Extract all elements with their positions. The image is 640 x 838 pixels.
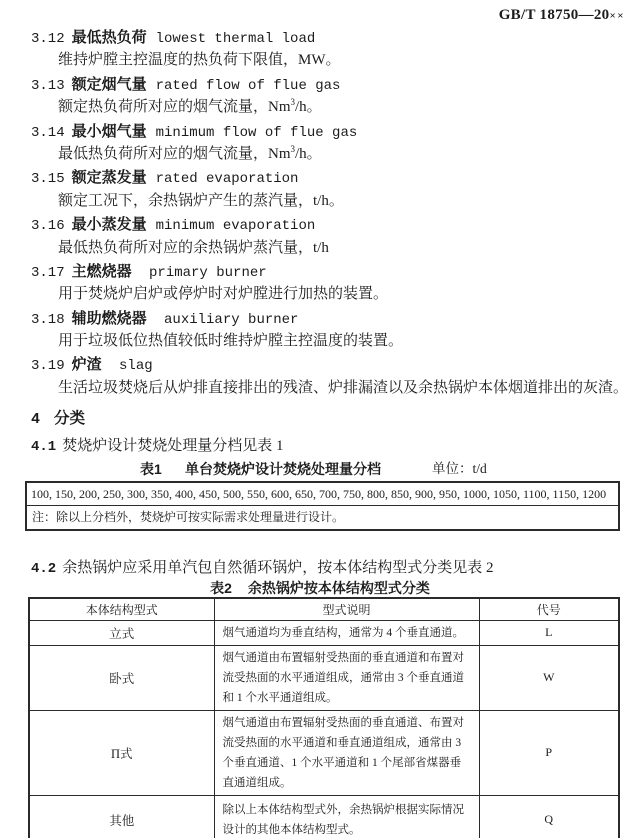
structure-description: 烟气通道均为垂直结构，通常为 4 个垂直通道。 bbox=[214, 620, 479, 645]
table-row bbox=[29, 620, 619, 645]
term-heading bbox=[31, 307, 626, 330]
definition-superscript: 3 bbox=[290, 97, 296, 108]
term-number: 3.15 bbox=[31, 171, 65, 188]
definition-text: 最低热负荷所对应的余热锅炉蒸汽量，t/h bbox=[58, 239, 329, 256]
term-definition bbox=[31, 330, 626, 353]
term-number: 3.16 bbox=[31, 218, 65, 235]
table-row bbox=[29, 710, 619, 795]
term-definition bbox=[31, 190, 626, 213]
term-chinese: 最小蒸发量 bbox=[71, 216, 147, 234]
term-definition bbox=[31, 283, 626, 306]
term-english: primary burner bbox=[140, 264, 267, 281]
doc-number-year-placeholder: ×× bbox=[609, 10, 625, 22]
structure-type: 其他 bbox=[29, 795, 214, 838]
term-english: rated evaporation bbox=[155, 171, 299, 188]
section-4-heading bbox=[31, 406, 85, 428]
table1-title: 单台焚烧炉设计焚烧处理量分档 bbox=[185, 461, 381, 477]
structure-description: 烟气通道由布置辐射受热面的垂直通道、布置对流受热面的水平通道和垂直通道组成，通常由 3 个垂直通道、1 个水平通道和 1 个尾部省煤器垂直通道组成。 bbox=[214, 710, 479, 795]
clause-number: 4.1 bbox=[31, 439, 57, 455]
definition-text: 最低热负荷所对应的烟气流量，Nm bbox=[58, 145, 291, 162]
term-chinese: 最小烟气量 bbox=[71, 122, 147, 140]
term-number: 3.19 bbox=[31, 358, 65, 375]
term-heading bbox=[31, 26, 626, 49]
term-english: rated flow of flue gas bbox=[155, 77, 341, 94]
table2-title: 余热锅炉按本体结构型式分类 bbox=[247, 580, 430, 596]
term-heading bbox=[31, 213, 626, 236]
term-number: 3.13 bbox=[31, 77, 65, 94]
term-number: 3.14 bbox=[31, 124, 65, 141]
table1-unit: 单位：t/d bbox=[432, 461, 487, 476]
structure-type: 卧式 bbox=[29, 645, 214, 710]
definition-text: 用于焚烧炉启炉或停炉时对炉膛进行加热的装置。 bbox=[58, 286, 389, 303]
term-chinese: 最低热负荷 bbox=[71, 29, 147, 46]
term-english: minimum evaporation bbox=[155, 218, 316, 235]
definition-text: 额定热负荷所对应的烟气流量，Nm bbox=[58, 99, 291, 116]
term-english: auxiliary burner bbox=[155, 311, 299, 328]
structure-type: Π式 bbox=[29, 710, 214, 795]
term-heading bbox=[31, 260, 626, 283]
clause-text: 焚烧炉设计焚烧处理量分档见表 1 bbox=[62, 438, 284, 454]
structure-code: Q bbox=[479, 795, 619, 838]
terms-section bbox=[31, 26, 629, 400]
term-definition bbox=[31, 49, 626, 72]
definition-text-after: /h。 bbox=[295, 145, 322, 162]
clause-4-1 bbox=[31, 434, 283, 455]
term-definition bbox=[31, 237, 626, 260]
table1-note-row: 注：除以上分档外，焚烧炉可按实际需求处理量进行设计。 bbox=[32, 510, 345, 524]
table-row bbox=[29, 645, 619, 710]
table-row bbox=[29, 795, 619, 838]
table2-label: 表2 bbox=[210, 580, 232, 596]
table1 bbox=[25, 481, 620, 531]
term-number: 3.18 bbox=[31, 311, 65, 328]
definition-text: 维持炉膛主控温度的热负荷下限值，MW。 bbox=[58, 52, 341, 69]
structure-description: 除以上本体结构型式外，余热锅炉根据实际情况设计的其他本体结构型式。 bbox=[214, 795, 479, 838]
term-definition bbox=[31, 96, 626, 119]
table1-values-row: 100, 150, 200, 250, 300, 350, 400, 450, 500, 550, 600, 650, 700, 750, 800, 850, 900, 950, 1000, 1050, 1100, 1150, 1200 bbox=[27, 483, 618, 506]
table2-caption bbox=[0, 578, 640, 598]
section-number: 4 bbox=[31, 411, 41, 428]
clause-text: 余热锅炉应采用单汽包自然循环锅炉，按本体结构型式分类见表 2 bbox=[62, 560, 494, 576]
structure-code: L bbox=[479, 620, 619, 645]
table1-caption bbox=[0, 460, 640, 478]
table2 bbox=[28, 597, 620, 838]
section-title: 分类 bbox=[54, 410, 86, 427]
table2-header-type: 本体结构型式 bbox=[29, 598, 214, 620]
structure-description: 烟气通道由布置辐射受热面的垂直通道和布置对流受热面的水平通道组成，通常由 3 个垂直通道和 1 个水平通道组成。 bbox=[214, 645, 479, 710]
doc-number-main: GB/T 18750—20 bbox=[498, 7, 610, 23]
definition-text-after: /h。 bbox=[295, 99, 322, 116]
term-english: slag bbox=[110, 358, 153, 375]
structure-type: 立式 bbox=[29, 620, 214, 645]
term-chinese: 额定蒸发量 bbox=[71, 169, 147, 187]
structure-code: W bbox=[479, 645, 619, 710]
clause-number: 4.2 bbox=[31, 561, 57, 577]
table2-header-row bbox=[29, 598, 619, 620]
definition-superscript: 3 bbox=[290, 143, 296, 154]
clause-4-2 bbox=[31, 556, 493, 577]
doc-number bbox=[499, 7, 625, 24]
definition-text: 用于垃圾低位热值较低时维持炉膛主控温度的装置。 bbox=[58, 333, 404, 350]
definition-text: 额定工况下，余热锅炉产生的蒸汽量，t/h。 bbox=[58, 192, 344, 209]
table2-header-code: 代号 bbox=[479, 598, 619, 620]
table2-header-desc: 型式说明 bbox=[214, 598, 479, 620]
term-number: 3.12 bbox=[31, 31, 65, 47]
term-chinese: 主燃烧器 bbox=[71, 262, 132, 280]
term-english: minimum flow of flue gas bbox=[155, 124, 358, 141]
structure-code: P bbox=[479, 710, 619, 795]
term-definition bbox=[31, 377, 629, 400]
term-chinese: 炉渣 bbox=[71, 356, 102, 374]
term-english: lowest thermal load bbox=[155, 31, 316, 47]
definition-text: 生活垃圾焚烧后从炉排直接排出的残渣、炉排漏渣以及余热锅炉本体烟道排出的灰渣。 bbox=[58, 379, 629, 396]
term-definition bbox=[31, 143, 626, 166]
term-heading bbox=[31, 120, 626, 143]
term-number: 3.17 bbox=[31, 264, 65, 281]
term-chinese: 额定烟气量 bbox=[71, 75, 147, 93]
term-heading bbox=[31, 73, 626, 96]
term-heading bbox=[31, 166, 626, 189]
term-chinese: 辅助燃烧器 bbox=[71, 309, 147, 327]
table1-label: 表1 bbox=[140, 461, 162, 477]
term-heading bbox=[31, 353, 626, 376]
